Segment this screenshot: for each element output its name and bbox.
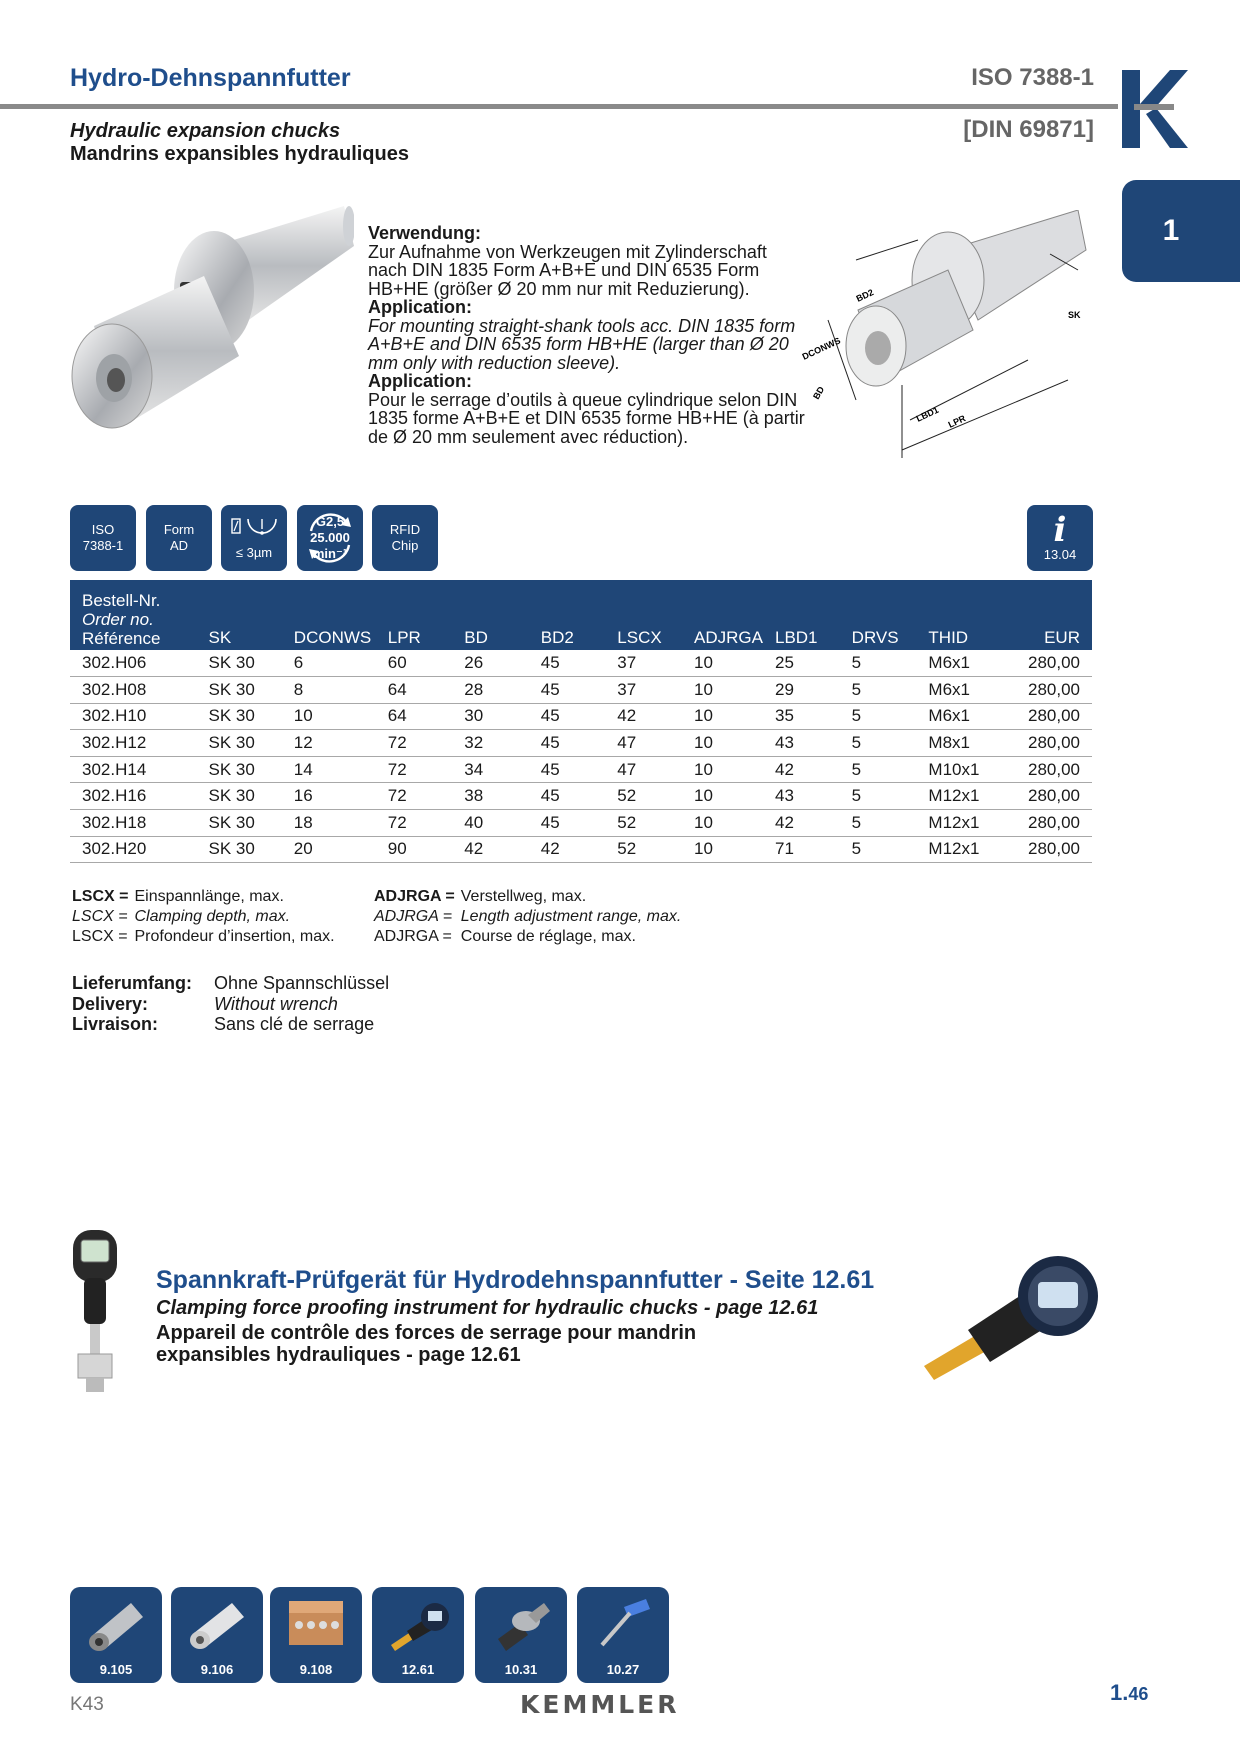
table-cell: M6x1 (916, 703, 993, 730)
proofing-instrument-image (918, 1250, 1100, 1380)
table-cell: 12 (282, 730, 376, 757)
table-cell: 280,00 (993, 810, 1092, 837)
page-title: Hydro-Dehnspannfutter (70, 64, 351, 92)
delivery-info (70, 972, 411, 1036)
table-cell: 10 (682, 703, 763, 730)
table-cell: 47 (605, 730, 682, 757)
order-number-cell: 302.H14 (70, 756, 197, 783)
application-heading-en: Application: (368, 297, 472, 317)
table-cell: 60 (376, 650, 453, 677)
table-cell: 43 (763, 730, 840, 757)
column-header: DCONWS (282, 580, 376, 650)
table-cell: 43 (763, 783, 840, 810)
table-cell: 16 (282, 783, 376, 810)
table-cell: 45 (529, 703, 606, 730)
delivery-value-de: Ohne Spannschlüssel (214, 973, 390, 993)
table-cell: 71 (763, 836, 840, 863)
column-header: EUR (993, 580, 1092, 650)
subtitle-fr: Mandrins expansibles hydrauliques (70, 143, 409, 165)
table-cell: 42 (529, 836, 606, 863)
order-number-cell: 302.H20 (70, 836, 197, 863)
table-cell: 45 (529, 810, 606, 837)
column-header: LSCX (605, 580, 682, 650)
sleeve-set-box-icon (281, 1593, 351, 1653)
header-order-fr: Référence (82, 629, 161, 648)
hex-key-icon (588, 1593, 658, 1653)
tile-page-ref: 9.106 (200, 1662, 234, 1677)
table-row (70, 810, 1092, 837)
table-cell: 64 (376, 703, 453, 730)
table-cell: SK 30 (197, 650, 282, 677)
table-cell: 14 (282, 756, 376, 783)
rfid-line2: Chip (391, 538, 419, 553)
delivery-label-fr: Livraison: (72, 1014, 159, 1034)
order-number-cell: 302.H06 (70, 650, 197, 677)
rfid-chip-badge (372, 505, 438, 571)
table-cell: 72 (376, 730, 453, 757)
table-cell: 35 (763, 703, 840, 730)
tile-page-ref: 9.108 (299, 1662, 333, 1677)
table-cell: M12x1 (916, 810, 993, 837)
tile-page-ref: 10.31 (504, 1662, 538, 1677)
iso-standard-badge (70, 505, 136, 571)
table-cell: 37 (605, 677, 682, 704)
table-cell: M10x1 (916, 756, 993, 783)
subtitle-en: Hydraulic expansion chucks (70, 120, 341, 142)
table-cell: 5 (840, 783, 917, 810)
table-cell: 6 (282, 650, 376, 677)
promo-subtitle-fr: Appareil de contrôle des forces de serrage pour mandrin expansibles hydrauliques - page 12.61 (156, 1322, 697, 1366)
legend-lscx (70, 886, 341, 948)
application-text-fr: Pour le serrage d’outils à queue cylindrique selon DIN 1835 forme A+B+E et DIN 6535 forme HB+HE (à partir de Ø 20 mm seulement avec réduction). (368, 389, 805, 447)
dimension-drawing (798, 210, 1088, 460)
table-cell: 47 (605, 756, 682, 783)
table-cell: 32 (452, 730, 528, 757)
table-cell: SK 30 (197, 703, 282, 730)
form-badge (146, 505, 212, 571)
application-text (368, 224, 808, 446)
tile-page-ref: 12.61 (401, 1662, 435, 1677)
balance-unit: min⁻¹ (312, 546, 348, 561)
table-cell: 45 (529, 650, 606, 677)
table-cell: 5 (840, 703, 917, 730)
table-cell: 34 (452, 756, 528, 783)
table-cell: 10 (682, 677, 763, 704)
table-cell: 72 (376, 810, 453, 837)
table-cell: M8x1 (916, 730, 993, 757)
delivery-label-de: Lieferumfang: (72, 973, 193, 993)
table-cell: 45 (529, 756, 606, 783)
delivery-label-en: Delivery: (72, 993, 149, 1014)
order-number-cell: 302.H10 (70, 703, 197, 730)
table-cell: 64 (376, 677, 453, 704)
header-order-de: Bestell-Nr. (82, 591, 161, 610)
kemmler-k-logo (1122, 70, 1188, 148)
table-cell: M12x1 (916, 783, 993, 810)
table-cell: 37 (605, 650, 682, 677)
drawing-label-dconws: DCONWS (800, 335, 843, 362)
table-cell: 45 (529, 730, 606, 757)
related-product-tile[interactable] (577, 1587, 669, 1683)
balance-speed: 25.000 (310, 530, 350, 545)
table-cell: 280,00 (993, 677, 1092, 704)
legend-adjrga (372, 886, 687, 948)
drawing-label-bd: BD (811, 384, 827, 401)
table-cell: 90 (376, 836, 453, 863)
table-cell: 26 (452, 650, 528, 677)
table-header-row (70, 580, 1092, 650)
related-product-tile[interactable] (171, 1587, 263, 1683)
drawing-label-lbd1: LBD1 (914, 404, 941, 424)
order-number-cell: 302.H12 (70, 730, 197, 757)
table-cell: 42 (605, 703, 682, 730)
column-header: THID (916, 580, 993, 650)
table-cell: SK 30 (197, 783, 282, 810)
table-cell: 52 (605, 810, 682, 837)
column-header: LPR (376, 580, 453, 650)
table-cell: M12x1 (916, 836, 993, 863)
table-cell: 5 (840, 650, 917, 677)
legend-text: Length adjustment range, max. (460, 908, 682, 925)
iso-badge-line1: ISO (91, 522, 115, 537)
balance-grade: G2,5 (315, 514, 345, 529)
table-row (70, 730, 1092, 757)
pull-stud-icon (486, 1593, 556, 1653)
form-badge-line1: Form (163, 522, 195, 537)
table-row (70, 783, 1092, 810)
runout-value: ≤ 3µm (235, 545, 273, 560)
header-divider (0, 104, 1118, 109)
column-header: DRVS (840, 580, 917, 650)
application-heading-fr: Application: (368, 371, 472, 391)
chuck-product-image (64, 206, 354, 456)
table-cell: M6x1 (916, 677, 993, 704)
table-cell: 10 (282, 703, 376, 730)
column-header: BD (452, 580, 528, 650)
legend-text: Verstellweg, max. (460, 888, 587, 905)
table-cell: 52 (605, 836, 682, 863)
drawing-label-sk: SK (1068, 310, 1081, 320)
table-cell: 28 (452, 677, 528, 704)
column-header: LBD1 (763, 580, 840, 650)
application-heading-de: Verwendung: (368, 223, 482, 243)
iso-badge-line2: 7388-1 (82, 538, 124, 553)
chapter-tab[interactable]: 1 (1122, 180, 1240, 282)
info-icon: i (1053, 510, 1067, 550)
table-cell: 40 (452, 810, 528, 837)
delivery-value-en: Without wrench (214, 993, 338, 1014)
table-cell: 280,00 (993, 650, 1092, 677)
table-cell: 280,00 (993, 756, 1092, 783)
legend-text: Course de réglage, max. (460, 928, 636, 945)
table-cell: 8 (282, 677, 376, 704)
table-cell: 10 (682, 836, 763, 863)
sleeve-icon (182, 1593, 252, 1653)
table-row (70, 677, 1092, 704)
table-cell: 10 (682, 810, 763, 837)
legend-key: ADJRGA = (374, 888, 455, 905)
page-number-major: 1. (1110, 1680, 1129, 1705)
footer-code: K43 (70, 1694, 104, 1715)
table-cell: M6x1 (916, 650, 993, 677)
table-cell: 18 (282, 810, 376, 837)
legend-key: LSCX = (72, 928, 128, 945)
related-product-tile[interactable] (270, 1587, 362, 1683)
delivery-value-fr: Sans clé de serrage (214, 1014, 375, 1034)
legend-text: Einspannlänge, max. (134, 888, 284, 905)
related-product-tile[interactable] (372, 1587, 464, 1683)
table-cell: 10 (682, 650, 763, 677)
drawing-label-bd2: BD2 (854, 287, 876, 304)
table-cell: 5 (840, 677, 917, 704)
table-cell: 5 (840, 730, 917, 757)
table-cell: SK 30 (197, 730, 282, 757)
table-cell: 42 (763, 810, 840, 837)
table-row (70, 756, 1092, 783)
related-product-tile[interactable] (70, 1587, 162, 1683)
table-row (70, 650, 1092, 677)
application-text-de: Zur Aufnahme von Werkzeugen mit Zylinderschaft nach DIN 1835 Form A+B+E und DIN 6535 Form HB+HE (größer Ø 20 mm nur mit Reduzierung). (368, 241, 767, 299)
tile-page-ref: 9.105 (99, 1662, 133, 1677)
footer-brand-logo: KEMMLER (520, 1690, 680, 1719)
dial-gauge-icon (226, 515, 282, 545)
table-cell: 29 (763, 677, 840, 704)
order-number-cell: 302.H18 (70, 810, 197, 837)
table-cell: 10 (682, 783, 763, 810)
order-number-cell: 302.H16 (70, 783, 197, 810)
table-cell: 72 (376, 756, 453, 783)
table-cell: 280,00 (993, 703, 1092, 730)
drawing-label-lpr: LPR (946, 413, 968, 430)
legend-key: LSCX = (72, 908, 128, 925)
column-header: BD2 (529, 580, 606, 650)
column-header: SK (197, 580, 282, 650)
table-row (70, 836, 1092, 863)
column-header: ADJRGA (682, 580, 763, 650)
order-number-cell: 302.H08 (70, 677, 197, 704)
related-product-tile[interactable] (475, 1587, 567, 1683)
table-cell: 52 (605, 783, 682, 810)
standard-label: ISO 7388-1 (971, 64, 1094, 91)
legend-text: Clamping depth, max. (134, 908, 291, 925)
standard-din-label: [DIN 69871] (963, 116, 1094, 143)
table-cell: 42 (452, 836, 528, 863)
promo-title-link[interactable]: Spannkraft-Prüfgerät für Hydrodehnspannfutter - Seite 12.61 (156, 1266, 875, 1294)
tile-page-ref: 10.27 (606, 1662, 640, 1677)
application-text-en: For mounting straight-shank tools acc. DIN 1835 form A+B+E and DIN 6535 form HB+HE (larger than Ø 20 mm only with reduction sleeve). (368, 315, 796, 373)
legend-text: Profondeur d’insertion, max. (134, 928, 335, 945)
table-cell: 38 (452, 783, 528, 810)
proofing-instrument-vertical-image (70, 1228, 120, 1392)
table-cell: 5 (840, 810, 917, 837)
promo-subtitle-en: Clamping force proofing instrument for hydraulic chucks - page 12.61 (156, 1297, 819, 1319)
table-cell: 280,00 (993, 730, 1092, 757)
page-number (1110, 1680, 1148, 1706)
legend-key: ADJRGA = (374, 928, 452, 945)
table-cell: 280,00 (993, 836, 1092, 863)
table-cell: 42 (763, 756, 840, 783)
column-header-order-no (70, 580, 197, 650)
table-cell: SK 30 (197, 677, 282, 704)
table-cell: 5 (840, 836, 917, 863)
legend-key: LSCX = (72, 888, 129, 905)
table-cell: SK 30 (197, 756, 282, 783)
table-cell: 25 (763, 650, 840, 677)
form-badge-line2: AD (169, 538, 189, 553)
header-order-en: Order no. (82, 610, 154, 629)
info-reference-button[interactable] (1027, 505, 1093, 571)
reduction-sleeve-icon (81, 1593, 151, 1653)
info-reference: 13.04 (1043, 547, 1077, 562)
proofing-instrument-icon (383, 1593, 453, 1653)
table-cell: 30 (452, 703, 528, 730)
runout-badge (221, 505, 287, 571)
rfid-line1: RFID (389, 522, 421, 537)
table-cell: 45 (529, 783, 606, 810)
table-cell: 20 (282, 836, 376, 863)
table-row (70, 703, 1092, 730)
table-cell: 280,00 (993, 783, 1092, 810)
legend-key: ADJRGA = (374, 908, 453, 925)
table-cell: 10 (682, 756, 763, 783)
table-cell: 45 (529, 677, 606, 704)
table-cell: 5 (840, 756, 917, 783)
table-cell: SK 30 (197, 810, 282, 837)
table-cell: 10 (682, 730, 763, 757)
table-cell: SK 30 (197, 836, 282, 863)
page-number-minor: 46 (1128, 1684, 1149, 1704)
balance-badge (297, 505, 363, 571)
table-cell: 72 (376, 783, 453, 810)
product-table (70, 580, 1092, 863)
